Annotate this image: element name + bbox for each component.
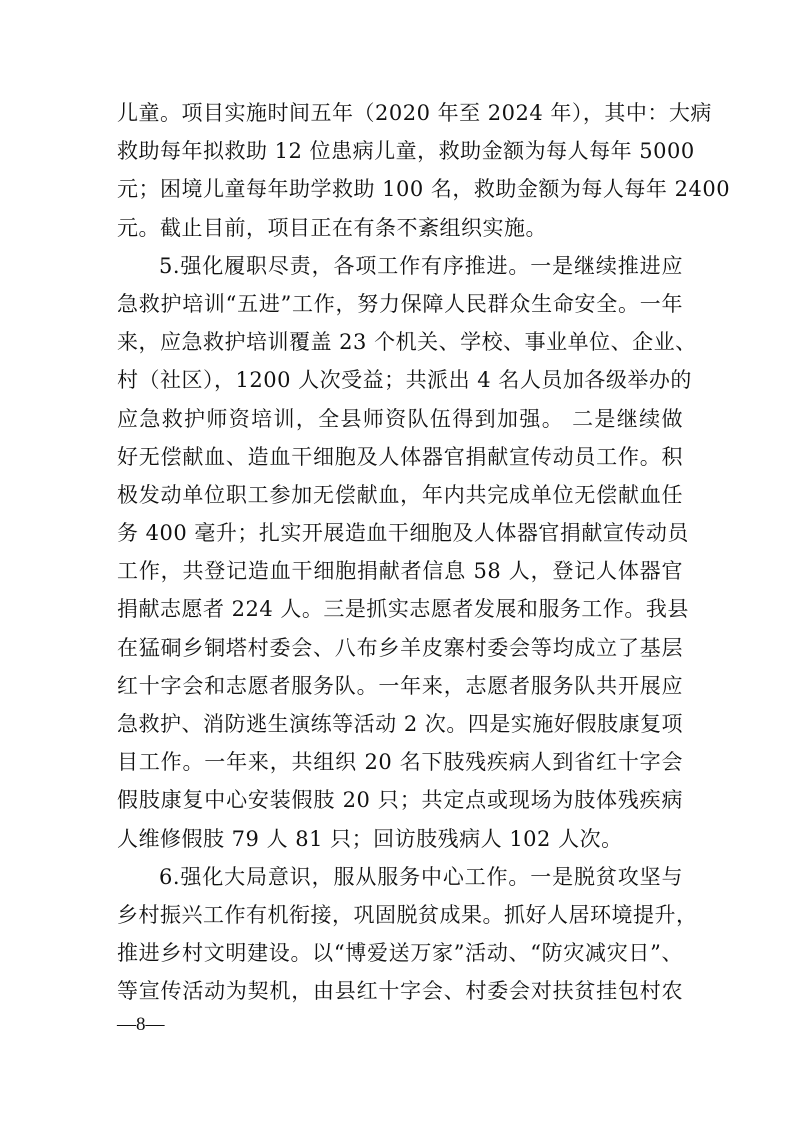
- text-line: 救助每年拟救助 12 位患病儿童，救助金额为每人每年 5000: [117, 139, 695, 164]
- text-line: 捐献志愿者 224 人。三是抓实志愿者发展和服务工作。我县: [117, 597, 689, 622]
- document-body: [117, 94, 731, 1011]
- paragraph: [117, 247, 697, 858]
- text-line: 急救护培训“五进”工作，努力保障人民群众生命安全。一年: [117, 291, 683, 316]
- text-line: 等宣传活动为契机，由县红十字会、村委会对扶贫挂包村农: [117, 979, 683, 1004]
- paragraph: [117, 858, 698, 1011]
- text-line: 极发动单位职工参加无偿献血，年内共完成单位无偿献血任: [117, 482, 683, 507]
- text-line: 目工作。一年来，共组织 20 名下肢残疾病人到省红十字会: [117, 750, 683, 775]
- page-number: —8—: [117, 1014, 165, 1035]
- text-line: 好无偿献血、造血干细胞及人体器官捐献宣传动员工作。积: [117, 444, 683, 469]
- text-line: 来，应急救护培训覆盖 23 个机关、学校、事业单位、企业、: [117, 330, 697, 355]
- text-line: 务 400 毫升；扎实开展造血干细胞及人体器官捐献宣传动员: [117, 521, 689, 546]
- text-line: 5.强化履职尽责，各项工作有序推进。一是继续推进应: [159, 253, 683, 278]
- text-line: 推进乡村文明建设。以“博爱送万家”活动、“防灾减灾日”、: [117, 941, 683, 966]
- text-line: 人维修假肢 79 人 81 只；回访肢残病人 102 人次。: [117, 826, 623, 851]
- text-line: 在猛硐乡铜塔村委会、八布乡羊皮寨村委会等均成立了基层: [117, 635, 683, 660]
- text-line: 6.强化大局意识，服从服务中心工作。一是脱贫攻坚与: [159, 864, 683, 889]
- text-line: 元；困境儿童每年助学救助 100 名，救助金额为每人每年 2400: [117, 177, 731, 202]
- text-line: 元。截止目前，项目正在有条不紊组织实施。: [117, 215, 547, 240]
- text-line: 儿童。项目实施时间五年（2020 年至 2024 年），其中：大病: [117, 101, 712, 125]
- text-line: 急救护、消防逃生演练等活动 2 次。四是实施好假肢康复项: [117, 712, 683, 736]
- text-line: 红十字会和志愿者服务队。一年来，志愿者服务队共开展应: [117, 673, 683, 698]
- text-line: 应急救护师资培训，全县师资队伍得到加强。 二是继续做: [117, 406, 683, 431]
- paragraph: [117, 94, 731, 247]
- text-line: 乡村振兴工作有机衔接，巩固脱贫成果。抓好人居环境提升，: [117, 902, 698, 927]
- text-line: 假肢康复中心安装假肢 20 只；共定点或现场为肢体残疾病: [117, 788, 683, 813]
- text-line: 工作，共登记造血干细胞捐献者信息 58 人，登记人体器官: [117, 559, 683, 584]
- text-line: 村（社区），1200 人次受益；共派出 4 名人员加各级举办的: [117, 368, 692, 393]
